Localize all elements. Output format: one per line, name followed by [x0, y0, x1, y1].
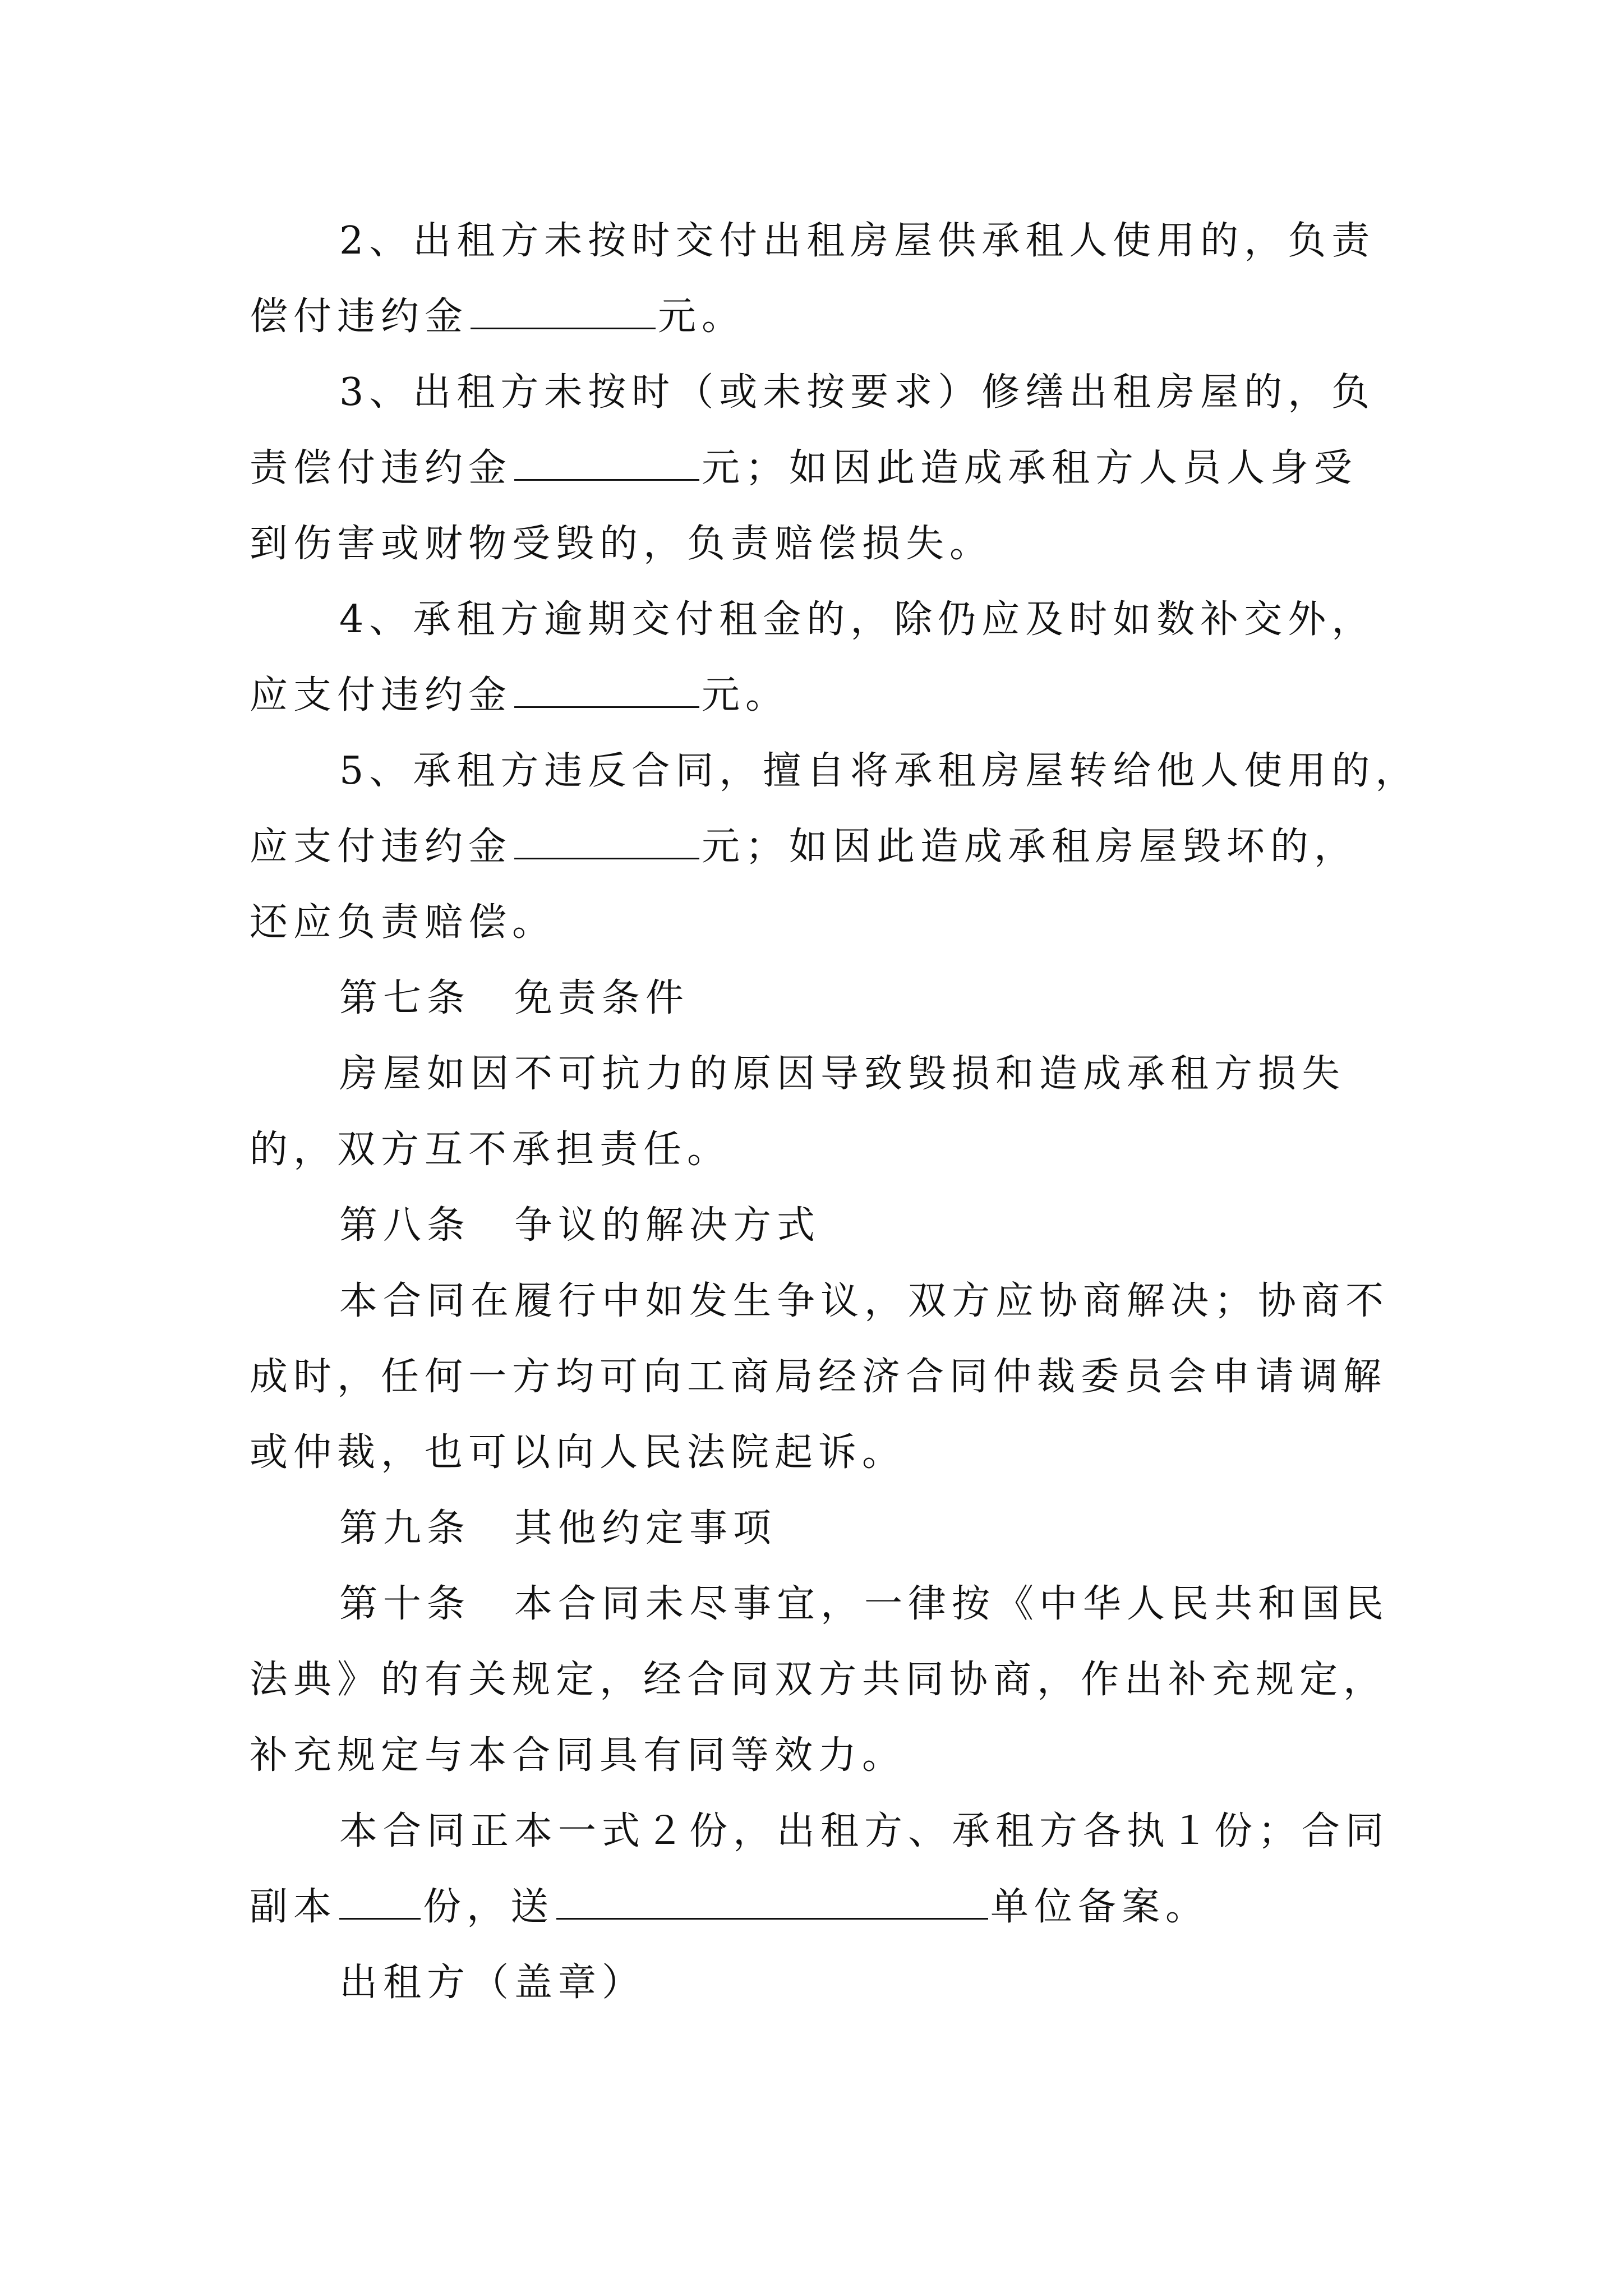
clause-3-line-1: 3、出租方未按时（或未按要求）修缮出租房屋的，负 [339, 370, 1376, 415]
penalty-amount-blank [471, 294, 656, 329]
copies-line-1: 本合同正本一式２份，出租方、承租方各执１份；合同 [339, 1809, 1390, 1853]
article-8-title: 第八条 争议的解决方式 [339, 1203, 821, 1248]
clause-4-line-2: 应支付违约金 元。 [250, 673, 790, 717]
copies-count-blank [339, 1884, 421, 1920]
article-10-line-3: 补充规定与本合同具有同等效力。 [250, 1733, 906, 1778]
clause-5-line-1: 5、承租方违反合同，擅自将承租房屋转给他人使用的， [339, 749, 1419, 793]
article-8-body-line-3: 或仲裁，也可以向人民法院起诉。 [250, 1430, 906, 1475]
article-8-body-line-2: 成时，任何一方均可向工商局经济合同仲裁委员会申请调解 [250, 1355, 1387, 1399]
article-10-line-2: 法典》的有关规定，经合同双方共同协商，作出补充规定， [250, 1658, 1387, 1702]
copies-line-2: 副本 份，送 单位备案。 [250, 1885, 1210, 1929]
article-10-line-1: 第十条 本合同未尽事宜，一律按《中华人民共和国民 [339, 1582, 1390, 1626]
penalty-amount-blank [514, 673, 699, 708]
penalty-amount-blank [514, 445, 699, 481]
article-7-title: 第七条 免责条件 [339, 976, 690, 1020]
clause-2-line-2: 偿付违约金 元。 [250, 295, 746, 339]
lessor-signature-label: 出租方（盖章） [339, 1961, 646, 2005]
clause-2-line-1: 2、出租方未按时交付出租房屋供承租人使用的，负责 [339, 219, 1376, 263]
article-7-body-line-1: 房屋如因不可抗力的原因导致毁损和造成承租方损失 [339, 1052, 1346, 1096]
article-8-body-line-1: 本合同在履行中如发生争议，双方应协商解决；协商不 [339, 1279, 1390, 1323]
article-7-body-line-2: 的，双方互不承担责任。 [250, 1128, 731, 1172]
filing-unit-blank [556, 1884, 988, 1920]
penalty-amount-blank [514, 824, 699, 859]
article-9-title: 第九条 其他约定事项 [339, 1506, 777, 1550]
clause-3-line-3: 到伤害或财物受毁的，负责赔偿损失。 [250, 522, 994, 566]
clause-4-line-1: 4、承租方逾期交付租金的，除仍应及时如数补交外， [339, 597, 1376, 642]
clause-3-line-2: 责偿付违约金 元；如因此造成承租方人员人身受 [250, 446, 1358, 490]
clause-5-line-2: 应支付违约金 元；如因此造成承租房屋毁坏的， [250, 825, 1358, 869]
clause-5-line-3: 还应负责赔偿。 [250, 900, 556, 945]
